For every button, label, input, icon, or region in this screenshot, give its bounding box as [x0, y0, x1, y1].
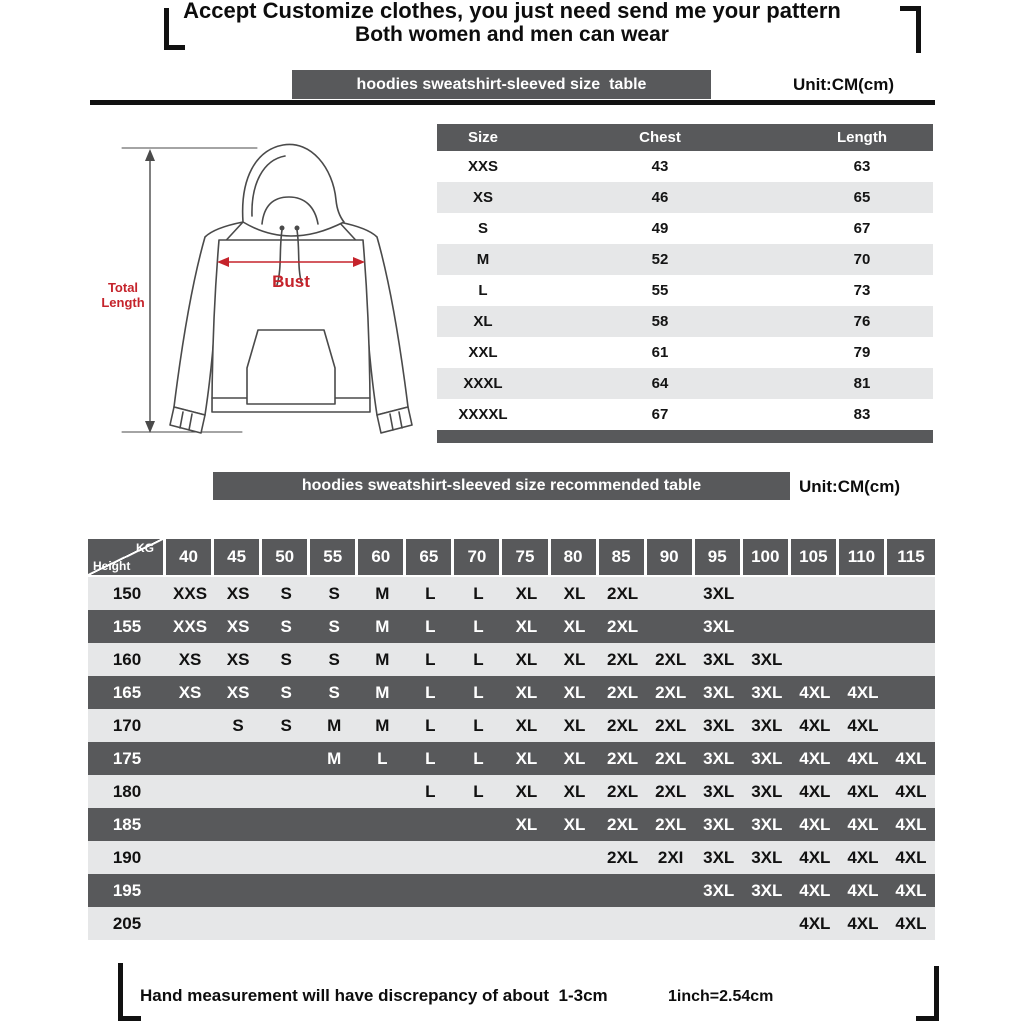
- recommended-size-cell: 2XL: [655, 715, 687, 735]
- recommended-size-cell: [214, 874, 262, 907]
- kg-column-header: 50: [262, 539, 310, 575]
- recommended-size-cell: [262, 907, 310, 940]
- measure-value-cell: 73: [853, 282, 871, 299]
- recommended-size-cell: 4XL: [847, 748, 879, 768]
- recommended-size-cell: XS: [226, 649, 250, 669]
- recommended-size-cell: [166, 775, 214, 808]
- measure-value-cell: 76: [853, 313, 871, 330]
- recommended-size-cell: 3XL: [751, 880, 783, 900]
- recommended-size-cell: [454, 907, 502, 940]
- recommended-size-cell: [358, 775, 406, 808]
- recommend-table-row: [88, 775, 935, 808]
- recommended-size-cell: 2XL: [607, 748, 639, 768]
- recommended-size-cell: 4XL: [895, 913, 927, 933]
- recommended-size-cell: [214, 907, 262, 940]
- recommended-size-cell: [214, 808, 262, 841]
- recommended-size-cell: XL: [563, 814, 586, 834]
- kg-column-header: 105: [791, 539, 839, 575]
- size-label-cell: XXXL: [463, 375, 503, 392]
- recommended-size-cell: 4XL: [895, 748, 927, 768]
- recommended-size-cell: [791, 577, 839, 610]
- recommended-size-cell: [647, 907, 695, 940]
- measurement-note: Hand measurement will have discrepancy of about 1-3cm: [140, 986, 608, 1005]
- recommended-size-cell: [310, 808, 358, 841]
- recommended-size-cell: [406, 907, 454, 940]
- size-table-row: [437, 306, 933, 337]
- recommended-size-cell: [887, 676, 935, 709]
- recommended-size-cell: [502, 907, 550, 940]
- kg-column-header: 45: [214, 539, 262, 575]
- recommended-size-cell: S: [280, 682, 292, 702]
- recommended-size-cell: 4XL: [799, 847, 831, 867]
- height-cell: 195: [112, 880, 142, 900]
- size-label-cell: XXS: [467, 158, 498, 175]
- corner-kg-label: KG: [136, 541, 154, 555]
- kg-column-header: 85: [599, 539, 647, 575]
- recommended-size-cell: 4XL: [799, 682, 831, 702]
- page-title-line1: Accept Customize clothes, you just need send me your pattern: [183, 0, 841, 23]
- recommended-size-cell: XL: [563, 715, 586, 735]
- recommended-size-cell: 3XL: [703, 814, 735, 834]
- measure-value-cell: 79: [853, 344, 871, 361]
- size-table-rows: [437, 151, 933, 430]
- recommended-size-cell: [406, 841, 454, 874]
- recommended-size-cell: [887, 709, 935, 742]
- recommended-size-cell: L: [377, 748, 388, 768]
- recommended-size-cell: XL: [515, 781, 538, 801]
- recommended-size-table: [88, 539, 935, 940]
- kg-column-header: 95: [695, 539, 743, 575]
- kg-column-header: 115: [887, 539, 935, 575]
- recommended-size-cell: 3XL: [703, 715, 735, 735]
- unit-label-recommended-table: Unit:CM(cm): [799, 477, 901, 496]
- recommended-size-cell: [887, 643, 935, 676]
- size-label-cell: L: [478, 282, 488, 299]
- col-header-size: Size: [467, 129, 498, 146]
- recommend-table-row: [88, 643, 935, 676]
- recommended-size-cell: L: [425, 682, 436, 702]
- recommended-size-cell: XL: [563, 616, 586, 636]
- recommended-size-cell: [839, 577, 887, 610]
- recommended-size-cell: XS: [178, 682, 202, 702]
- size-table-row: [437, 399, 933, 430]
- recommended-size-cell: [839, 610, 887, 643]
- height-cell: 190: [112, 847, 142, 867]
- kg-height-corner-cell: [88, 539, 166, 575]
- size-label-cell: XS: [472, 189, 493, 206]
- bust-label: Bust: [272, 272, 310, 291]
- recommended-size-cell: L: [473, 748, 484, 768]
- height-cell: 205: [112, 913, 142, 933]
- recommend-table-row: [88, 907, 935, 940]
- height-cell: 170: [112, 715, 142, 735]
- kg-column-header: 60: [358, 539, 406, 575]
- recommended-size-cell: 2XL: [655, 814, 687, 834]
- size-table-banner: hoodies sweatshirt-sleeved size table: [292, 70, 711, 99]
- recommend-table-row: [88, 709, 935, 742]
- recommended-size-cell: [262, 808, 310, 841]
- recommended-size-cell: L: [473, 715, 484, 735]
- recommended-size-cell: [599, 874, 647, 907]
- recommended-size-cell: [743, 610, 791, 643]
- recommended-size-cell: L: [473, 583, 484, 603]
- recommended-size-cell: L: [473, 682, 484, 702]
- recommended-size-cell: XS: [226, 583, 250, 603]
- recommended-size-cell: XL: [515, 715, 538, 735]
- recommended-size-cell: XL: [563, 781, 586, 801]
- recommended-size-cell: [551, 874, 599, 907]
- recommended-size-cell: XL: [563, 748, 586, 768]
- recommended-size-cell: XS: [226, 616, 250, 636]
- recommended-size-cell: 4XL: [799, 814, 831, 834]
- recommended-size-cell: 2XL: [607, 616, 639, 636]
- hoodie-measurement-diagram: [92, 112, 437, 447]
- kg-column-header: 55: [310, 539, 358, 575]
- size-table-row: [437, 244, 933, 275]
- recommended-size-cell: 2XL: [607, 649, 639, 669]
- recommended-size-cell: 3XL: [703, 682, 735, 702]
- recommended-size-cell: 2XL: [607, 814, 639, 834]
- recommended-size-cell: 4XL: [847, 880, 879, 900]
- recommended-size-cell: [358, 907, 406, 940]
- recommended-size-cell: 4XL: [847, 781, 879, 801]
- recommended-size-cell: [358, 808, 406, 841]
- recommended-size-cell: XL: [515, 814, 538, 834]
- recommended-size-cell: 2XL: [655, 682, 687, 702]
- recommended-size-cell: [166, 874, 214, 907]
- divider-rule: [90, 100, 935, 105]
- recommended-size-cell: [406, 874, 454, 907]
- recommended-size-cell: S: [280, 583, 292, 603]
- page-title-line2: Both women and men can wear: [355, 23, 669, 46]
- recommended-size-cell: [214, 775, 262, 808]
- recommended-size-cell: 3XL: [703, 847, 735, 867]
- recommended-size-cell: L: [425, 583, 436, 603]
- recommended-size-cell: [599, 907, 647, 940]
- recommended-size-cell: L: [473, 616, 484, 636]
- measure-value-cell: 70: [853, 251, 871, 268]
- recommended-size-cell: [214, 742, 262, 775]
- total-length-line2: Length: [101, 295, 145, 310]
- recommended-size-cell: 4XL: [799, 781, 831, 801]
- recommended-size-cell: [310, 841, 358, 874]
- unit-label-size-table: Unit:CM(cm): [793, 75, 895, 94]
- recommended-size-cell: [454, 841, 502, 874]
- size-label-cell: M: [476, 251, 490, 268]
- recommended-size-cell: M: [327, 748, 342, 768]
- size-label-cell: S: [477, 220, 488, 237]
- measure-value-cell: 43: [651, 158, 669, 175]
- measure-value-cell: 49: [651, 220, 669, 237]
- recommended-size-cell: 4XL: [895, 781, 927, 801]
- measure-value-cell: 55: [651, 282, 669, 299]
- kg-column-header: 70: [454, 539, 502, 575]
- recommended-size-cell: L: [425, 616, 436, 636]
- recommended-size-cell: 4XL: [799, 715, 831, 735]
- recommended-size-cell: 4XL: [847, 814, 879, 834]
- recommended-size-cell: 3XL: [751, 814, 783, 834]
- recommended-size-cell: [454, 874, 502, 907]
- recommended-size-cell: 2XL: [607, 583, 639, 603]
- recommended-size-cell: S: [328, 616, 340, 636]
- size-table-row: [437, 182, 933, 213]
- recommended-size-cell: 3XL: [751, 649, 783, 669]
- size-table-row: [437, 368, 933, 399]
- size-table: [437, 124, 933, 443]
- recommended-size-cell: S: [280, 649, 292, 669]
- recommended-size-cell: [502, 841, 550, 874]
- recommend-table-row: [88, 676, 935, 709]
- size-table-header: [437, 124, 933, 151]
- recommended-size-cell: [502, 874, 550, 907]
- recommended-size-cell: [310, 907, 358, 940]
- recommended-size-cell: [647, 577, 695, 610]
- recommended-size-cell: M: [375, 649, 390, 669]
- recommend-table-body: [88, 577, 935, 940]
- measure-value-cell: 67: [853, 220, 871, 237]
- recommended-size-cell: S: [232, 715, 244, 735]
- corner-bracket-bottom-left-icon: [118, 963, 141, 1021]
- recommended-size-cell: M: [375, 616, 390, 636]
- recommend-table-row: [88, 841, 935, 874]
- recommended-size-cell: 3XL: [703, 748, 735, 768]
- recommended-size-cell: [358, 841, 406, 874]
- kg-column-header: 110: [839, 539, 887, 575]
- recommended-size-cell: L: [425, 649, 436, 669]
- height-cell: 155: [112, 616, 142, 636]
- size-table-row: [437, 213, 933, 244]
- recommended-size-cell: 4XL: [799, 880, 831, 900]
- recommended-size-cell: 4XL: [799, 748, 831, 768]
- col-header-chest: Chest: [639, 129, 681, 146]
- recommended-size-cell: L: [425, 781, 436, 801]
- recommended-size-cell: 4XL: [847, 847, 879, 867]
- recommended-size-cell: [166, 841, 214, 874]
- recommended-size-cell: [791, 610, 839, 643]
- recommended-size-cell: [887, 577, 935, 610]
- recommended-size-cell: 4XL: [847, 913, 879, 933]
- recommend-table-row: [88, 742, 935, 775]
- recommended-size-cell: [310, 874, 358, 907]
- recommended-size-cell: XXS: [173, 583, 208, 603]
- recommended-size-cell: [406, 808, 454, 841]
- measure-value-cell: 64: [651, 375, 669, 392]
- measure-value-cell: 65: [853, 189, 871, 206]
- height-cell: 160: [112, 649, 142, 669]
- total-length-line1: Total: [107, 280, 139, 295]
- recommended-size-cell: XL: [563, 649, 586, 669]
- kg-column-header: 90: [647, 539, 695, 575]
- size-label-cell: XL: [473, 313, 493, 330]
- recommended-size-cell: L: [425, 715, 436, 735]
- measure-value-cell: 52: [651, 251, 669, 268]
- recommended-size-cell: 4XL: [799, 913, 831, 933]
- recommended-size-cell: 3XL: [703, 583, 735, 603]
- recommended-size-cell: 3XL: [751, 847, 783, 867]
- recommended-size-cell: XS: [226, 682, 250, 702]
- recommended-size-cell: [454, 808, 502, 841]
- total-length-label: [94, 280, 152, 310]
- recommended-size-cell: M: [375, 583, 390, 603]
- recommended-size-cell: 4XL: [847, 682, 879, 702]
- recommended-size-cell: [743, 577, 791, 610]
- recommended-size-cell: L: [425, 748, 436, 768]
- recommended-size-cell: [695, 907, 743, 940]
- recommended-size-cell: 4XL: [895, 814, 927, 834]
- recommended-size-cell: 2XL: [655, 781, 687, 801]
- recommended-size-cell: M: [327, 715, 342, 735]
- recommend-table-row: [88, 808, 935, 841]
- recommended-size-cell: 4XL: [847, 715, 879, 735]
- recommended-size-cell: 3XL: [703, 616, 735, 636]
- recommended-size-cell: 2XL: [607, 781, 639, 801]
- height-cell: 185: [112, 814, 142, 834]
- recommended-size-cell: XXS: [173, 616, 208, 636]
- recommended-size-cell: 2XL: [607, 682, 639, 702]
- recommended-size-cell: [262, 742, 310, 775]
- measure-value-cell: 61: [651, 344, 669, 361]
- recommended-size-cell: S: [280, 715, 292, 735]
- recommended-size-cell: 2XL: [655, 748, 687, 768]
- recommended-table-banner: hoodies sweatshirt-sleeved size recommended table: [213, 472, 790, 500]
- recommended-size-cell: [358, 874, 406, 907]
- recommended-size-cell: [647, 874, 695, 907]
- recommended-size-cell: 3XL: [751, 682, 783, 702]
- measure-value-cell: 83: [853, 406, 871, 423]
- recommended-size-cell: 3XL: [751, 748, 783, 768]
- recommended-size-cell: XL: [563, 682, 586, 702]
- recommended-size-cell: M: [375, 715, 390, 735]
- size-table-row: [437, 337, 933, 368]
- recommended-size-cell: 3XL: [751, 715, 783, 735]
- recommended-size-cell: [262, 775, 310, 808]
- recommended-size-cell: XL: [515, 649, 538, 669]
- recommended-size-cell: [262, 841, 310, 874]
- height-cell: 150: [112, 583, 142, 603]
- recommended-size-cell: [166, 742, 214, 775]
- size-label-cell: XXXXL: [458, 406, 508, 423]
- recommended-size-cell: [791, 643, 839, 676]
- recommended-size-cell: 3XL: [751, 781, 783, 801]
- recommended-size-cell: [214, 841, 262, 874]
- kg-column-header: 100: [743, 539, 791, 575]
- recommended-size-cell: XL: [515, 616, 538, 636]
- recommended-size-cell: 3XL: [703, 781, 735, 801]
- corner-bracket-bottom-right-icon: [916, 966, 939, 1021]
- recommended-size-cell: [743, 907, 791, 940]
- recommended-size-cell: XL: [515, 748, 538, 768]
- kg-column-header: 75: [502, 539, 550, 575]
- recommended-size-cell: M: [375, 682, 390, 702]
- recommended-size-cell: [551, 907, 599, 940]
- recommended-size-cell: [166, 808, 214, 841]
- recommended-size-cell: 2XL: [655, 649, 687, 669]
- recommend-table-row: [88, 577, 935, 610]
- recommended-size-cell: 2XI: [657, 847, 684, 867]
- corner-height-label: Height: [93, 559, 131, 573]
- recommended-size-cell: XS: [178, 649, 202, 669]
- measure-value-cell: 46: [651, 189, 669, 206]
- recommended-size-cell: [551, 841, 599, 874]
- kg-column-header: 80: [551, 539, 599, 575]
- recommended-size-cell: [166, 907, 214, 940]
- inch-conversion-note: 1inch=2.54cm: [668, 988, 774, 1005]
- recommended-size-cell: XL: [515, 682, 538, 702]
- recommended-size-cell: [310, 775, 358, 808]
- size-table-row: [437, 275, 933, 306]
- col-header-length: Length: [837, 129, 887, 146]
- recommended-size-cell: [262, 874, 310, 907]
- size-table-row: [437, 151, 933, 182]
- recommended-size-cell: S: [328, 649, 340, 669]
- size-table-bottom-band: [437, 430, 933, 443]
- recommended-size-cell: XL: [563, 583, 586, 603]
- kg-column-header: 65: [406, 539, 454, 575]
- recommended-size-cell: [839, 643, 887, 676]
- kg-column-header: 40: [166, 539, 214, 575]
- measure-value-cell: 81: [853, 375, 871, 392]
- recommended-size-cell: [647, 610, 695, 643]
- recommended-size-cell: 2XL: [607, 715, 639, 735]
- measure-value-cell: 58: [651, 313, 669, 330]
- recommended-size-cell: 3XL: [703, 880, 735, 900]
- recommended-size-cell: [887, 610, 935, 643]
- height-cell: 165: [112, 682, 142, 702]
- recommended-size-cell: XL: [515, 583, 538, 603]
- height-cell: 180: [112, 781, 142, 801]
- recommend-table-header: [88, 539, 935, 575]
- recommended-size-cell: 4XL: [895, 880, 927, 900]
- recommended-size-cell: [166, 709, 214, 742]
- size-label-cell: XXL: [468, 344, 498, 361]
- recommended-size-cell: L: [473, 649, 484, 669]
- recommended-size-cell: 3XL: [703, 649, 735, 669]
- recommended-size-cell: S: [328, 682, 340, 702]
- recommended-size-cell: L: [473, 781, 484, 801]
- measure-value-cell: 67: [651, 406, 669, 423]
- height-cell: 175: [112, 748, 142, 768]
- recommended-size-cell: S: [280, 616, 292, 636]
- recommended-size-cell: 2XL: [607, 847, 639, 867]
- measure-value-cell: 63: [853, 158, 871, 175]
- recommended-size-cell: 4XL: [895, 847, 927, 867]
- recommend-table-row: [88, 874, 935, 907]
- recommended-size-cell: S: [328, 583, 340, 603]
- recommend-table-row: [88, 610, 935, 643]
